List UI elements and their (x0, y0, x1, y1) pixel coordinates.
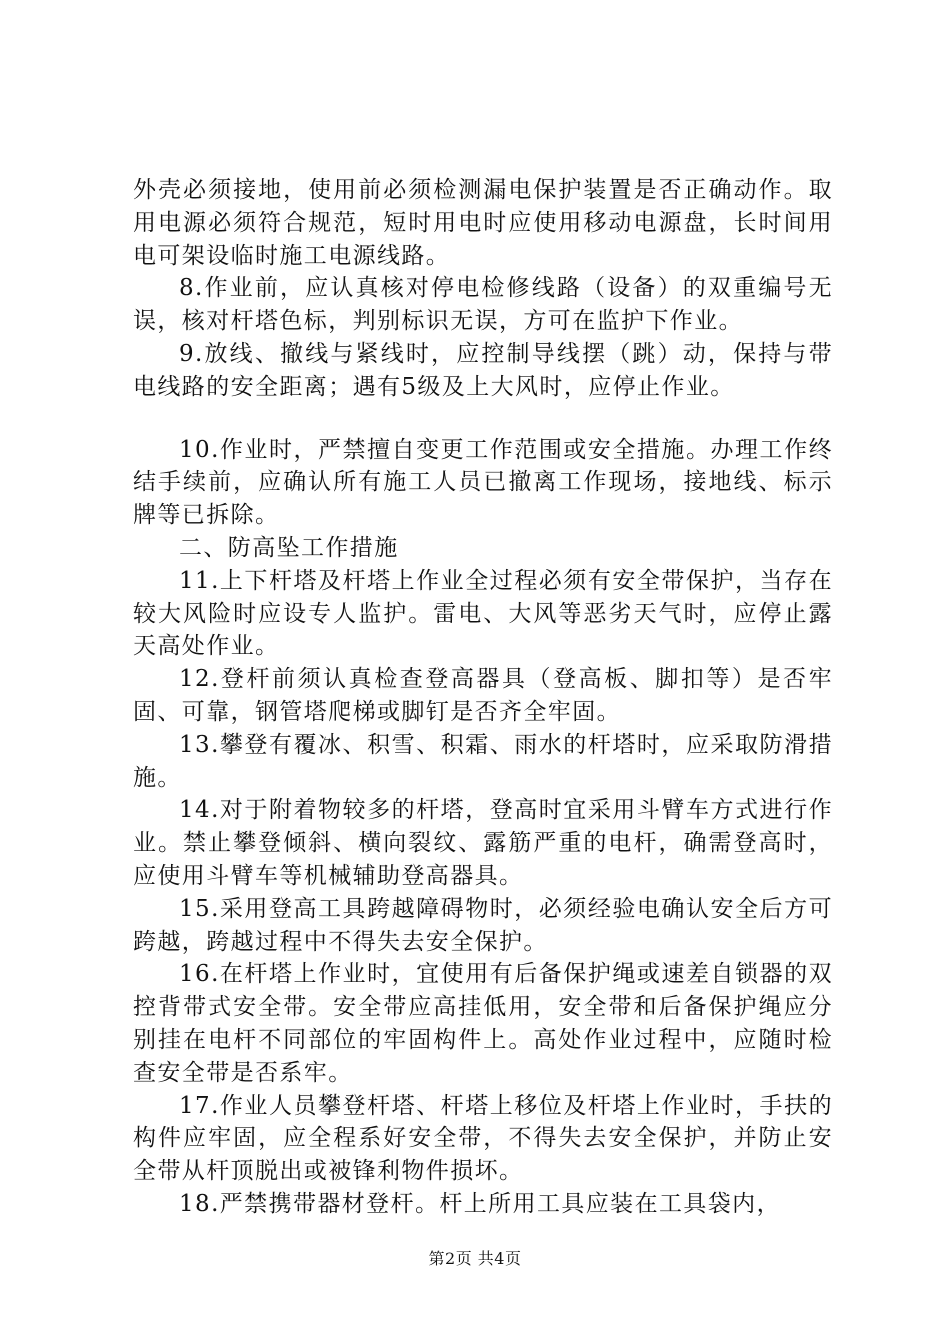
paragraph-item-13: 13.攀登有覆冰、积雪、积霜、雨水的杆塔时，应采取防滑措施。 (133, 731, 833, 791)
section-heading: 二、防高坠工作措施 (179, 534, 399, 561)
paragraph-continuation: 外壳必须接地，使用前必须检测漏电保护装置是否正确动作。取用电源必须符合规范，短时用电时应使用移动电源盘，长时间用电可架设临时施工电源线路。 (133, 177, 833, 269)
paragraph-item-8: 8.作业前，应认真核对停电检修线路（设备）的双重编号无误，核对杆塔色标，判别标识无误，方可在监护下作业。 (133, 275, 833, 335)
paragraph-item-10: 10.作业时，严禁擅自变更工作范围或安全措施。办理工作终结手续前，应确认所有施工人员已撤离工作现场，接地线、标示牌等已拆除。 (133, 436, 833, 529)
paragraph-item-9: 9.放线、撤线与紧线时，应控制导线摆（跳）动，保持与带电线路的安全距离；遇有5级及上大风时，应停止作业。 (133, 340, 833, 400)
document-body (133, 174, 833, 1221)
paragraph-item-16: 16.在杆塔上作业时，宜使用有后备保护绳或速差自锁器的双控背带式安全带。安全带应高挂低用，安全带和后备保护绳应分别挂在电杆不同部位的牢固构件上。高处作业过程中，应随时检查安全带是否系牢。 (133, 961, 833, 1086)
paragraph-item-15: 15.采用登高工具跨越障碍物时，必须经验电确认安全后方可跨越，跨越过程中不得失去安全保护。 (133, 895, 833, 955)
paragraph-item-14: 14.对于附着物较多的杆塔，登高时宜采用斗臂车方式进行作业。禁止攀登倾斜、横向裂纹、露筋严重的电杆，确需登高时，应使用斗臂车等机械辅助登高器具。 (133, 797, 833, 889)
paragraph-item-12: 12.登杆前须认真检查登高器具（登高板、脚扣等）是否牢固、可靠，钢管塔爬梯或脚钉是否齐全牢固。 (133, 666, 833, 725)
paragraph-item-11: 11.上下杆塔及杆塔上作业全过程必须有安全带保护，当存在较大风险时应设专人监护。雷电、大风等恶劣天气时，应停止露天高处作业。 (133, 567, 833, 660)
paragraph-item-17: 17.作业人员攀登杆塔、杆塔上移位及杆塔上作业时，手扶的构件应牢固，应全程系好安全带，不得失去安全保护，并防止安全带从杆顶脱出或被锋利物件损坏。 (133, 1092, 833, 1185)
page-number-footer: 第2页 共4页 (428, 1249, 522, 1268)
paragraph-item-18: 18.严禁携带器材登杆。杆上所用工具应装在工具袋内， (179, 1190, 781, 1217)
